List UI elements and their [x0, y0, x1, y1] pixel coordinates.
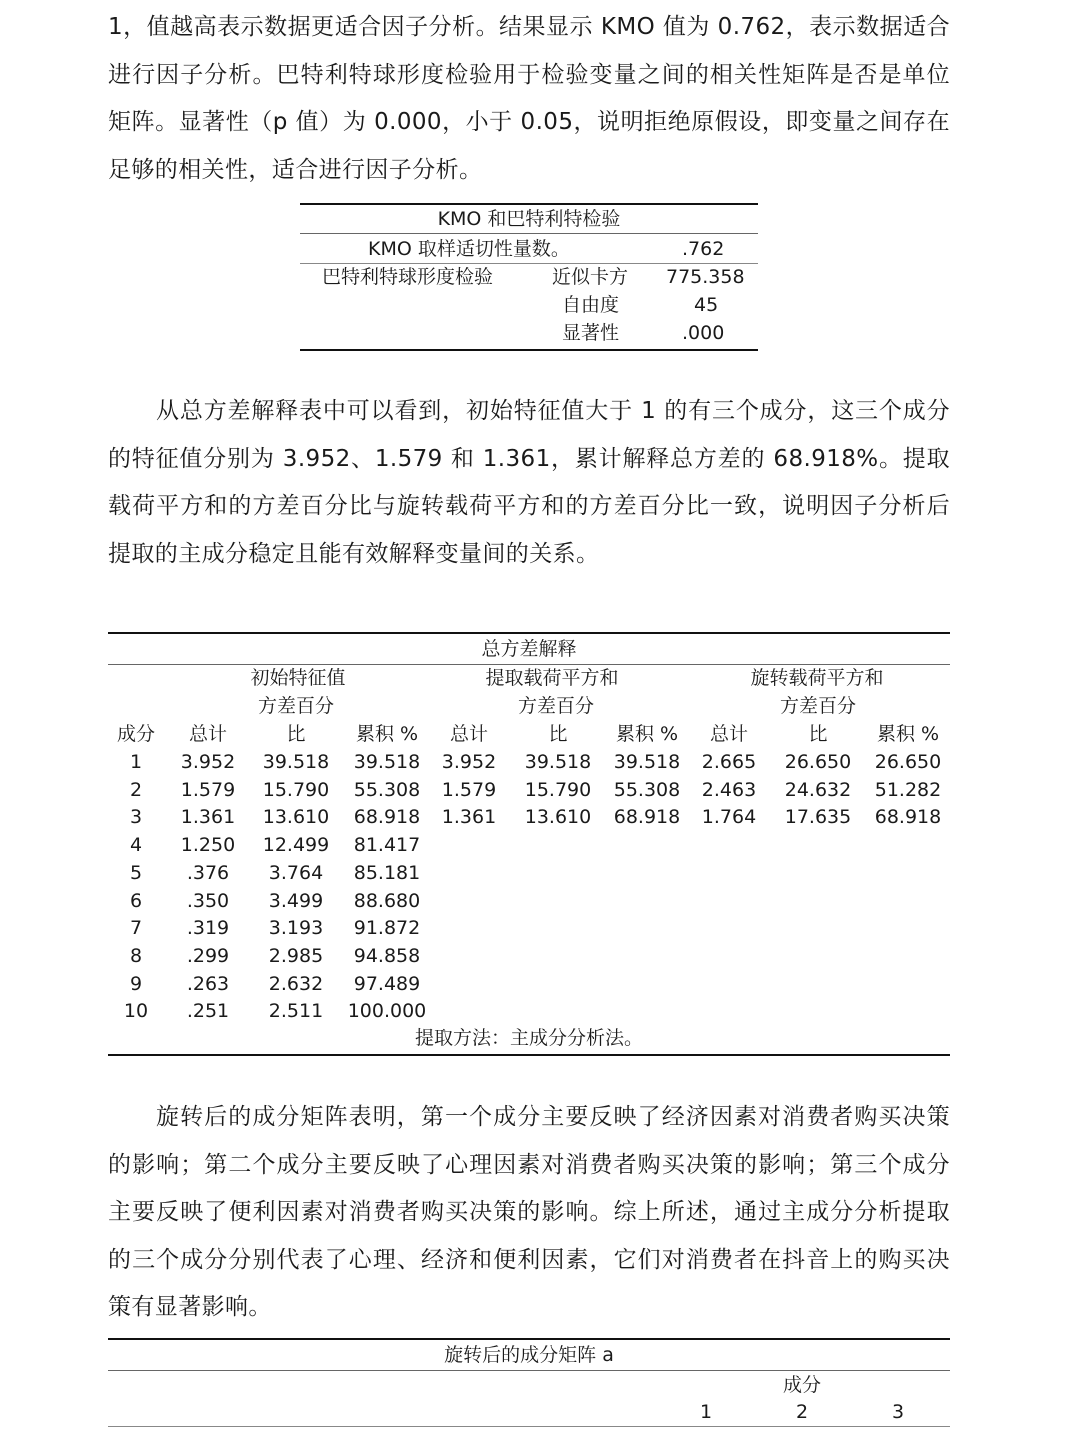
variance-table-cell: 13.610: [262, 806, 330, 829]
variance-table-cell: [866, 914, 950, 942]
variance-table-cell: 81.417: [353, 834, 421, 857]
cum-header: 累积 %: [876, 723, 940, 745]
variance-table-cell: 85.181: [353, 861, 421, 884]
rotated-component-matrix-table: [108, 1338, 950, 1441]
variance-table-cell: 39.518: [262, 751, 330, 773]
variance-table-cell: [606, 970, 688, 998]
variance-table-cell: 26.650: [874, 751, 942, 773]
variance-table-cell: [778, 887, 858, 915]
variance-table-cell: 2.511: [268, 1000, 324, 1023]
variance-table-cell: 2.985: [268, 944, 324, 967]
variance-table-cell: 39.518: [613, 751, 681, 773]
variance-table-cell: [518, 942, 598, 970]
pct-header: 方差百分: [517, 695, 594, 717]
variance-table-cell: [606, 942, 688, 970]
variance-table-cell: [866, 970, 950, 998]
variance-table-cell: 2.463: [701, 778, 757, 801]
component-label: 成分: [782, 1374, 821, 1396]
kmo-row-label: 近似卡方: [552, 266, 629, 288]
variance-table-cell: [694, 887, 764, 915]
variance-table-cell: [434, 942, 504, 970]
variance-table-cell: [434, 970, 504, 998]
variance-table-cell: [866, 942, 950, 970]
total-header: 总计: [449, 723, 488, 745]
group-header: 提取载荷平方和: [485, 667, 619, 689]
kmo-label: KMO 取样适切性量数。: [368, 238, 570, 260]
variance-table-cell: [606, 831, 688, 859]
variance-table-cell: 2.632: [268, 972, 324, 995]
variance-table-cell: [866, 859, 950, 887]
variance-table-cell: 3.193: [268, 917, 324, 940]
variance-table-cell: [434, 914, 504, 942]
variance-table-cell: 15.790: [524, 778, 592, 801]
variance-table-cell: [778, 942, 858, 970]
component-number-cell: 5: [129, 861, 143, 884]
variance-table-cell: [518, 859, 598, 887]
variance-table-cell: 39.518: [353, 751, 421, 773]
variance-table-cell: 68.918: [353, 806, 421, 829]
variance-table-cell: [866, 887, 950, 915]
variance-table-cell: 17.635: [784, 806, 852, 829]
component-number: 1: [699, 1401, 713, 1423]
variance-table-cell: [778, 859, 858, 887]
variance-table-cell: 12.499: [262, 834, 330, 857]
variance-table-cell: 51.282: [874, 778, 942, 801]
kmo-row-label: 显著性: [562, 322, 620, 344]
component-number-cell: 10: [123, 1000, 149, 1023]
bartlett-label: 巴特利特球形度检验: [322, 266, 494, 288]
paragraph-kmo-explanation: 1，值越高表示数据更适合因子分析。结果显示 KMO 值为 0.762，表示数据适合进行因子分析。巴特利特球形度检验用于检验变量之间的相关性矩阵是否是单位矩阵。显著性（p 值）为 0.000，小于 0.05，说明拒绝原假设，即变量之间存在足够的相关性，适合进行因子分析。: [108, 14, 950, 183]
variance-table-cell: .376: [186, 861, 230, 884]
pct-header: 比: [286, 723, 306, 745]
variance-table-cell: [694, 942, 764, 970]
pct-header: 方差百分: [779, 695, 856, 717]
variance-table-cell: 2.665: [701, 751, 757, 773]
variance-table-cell: 3.952: [441, 751, 497, 773]
variance-table-cell: 13.610: [524, 806, 592, 829]
component-number-cell: 1: [129, 751, 143, 773]
pct-header: 比: [548, 723, 568, 745]
variance-table-cell: .319: [186, 917, 230, 940]
variance-table-cell: [778, 831, 858, 859]
variance-table-cell: 26.650: [784, 751, 852, 773]
variance-table-cell: 3.952: [180, 751, 236, 773]
kmo-row-value: 775.358: [666, 266, 745, 288]
kmo-table-title: KMO 和巴特利特检验: [300, 205, 758, 234]
pct-header: 方差百分: [257, 695, 334, 717]
variance-table-cell: [694, 970, 764, 998]
variance-table-cell: 1.361: [441, 806, 497, 829]
variance-table-cell: 100.000: [347, 1000, 427, 1023]
cum-header: 累积 %: [615, 723, 679, 745]
variance-table-cell: 39.518: [524, 751, 592, 773]
kmo-bartlett-table: [300, 203, 758, 351]
component-number-cell: 7: [129, 917, 143, 940]
component-number-cell: 2: [129, 778, 143, 801]
variance-table-cell: 97.489: [353, 972, 421, 995]
variance-table-cell: [518, 997, 598, 1025]
variance-table-cell: .350: [186, 889, 230, 912]
variance-table-cell: [434, 887, 504, 915]
paragraph-variance-explanation: 从总方差解释表中可以看到，初始特征值大于 1 的有三个成分，这三个成分的特征值分别为 3.952、1.579 和 1.361，累计解释总方差的 68.918%。提取载荷平方和的方差百分比与旋转载荷平方和的方差百分比一致，说明因子分析后提取的主成分稳定且能有效解释变量间的关系。: [108, 398, 950, 567]
variance-table-cell: [694, 859, 764, 887]
variance-table-cell: [518, 914, 598, 942]
variance-table-cell: 68.918: [874, 806, 942, 829]
component-number-cell: 4: [129, 834, 143, 857]
variance-table-cell: [866, 997, 950, 1025]
variance-table-cell: [518, 831, 598, 859]
variance-table-cell: 68.918: [613, 806, 681, 829]
kmo-value: .762: [682, 238, 725, 260]
rotated-table-bottom-rule: [108, 1426, 950, 1427]
variance-table-cell: [866, 831, 950, 859]
variance-table-cell: [518, 887, 598, 915]
variance-table-cell: [434, 831, 504, 859]
variance-table-cell: 15.790: [262, 778, 330, 801]
component-number-cell: 6: [129, 889, 143, 912]
variance-table-cell: 55.308: [613, 778, 681, 801]
total-header: 总计: [188, 723, 227, 745]
variance-table-cell: [606, 997, 688, 1025]
variance-table-cell: .299: [186, 944, 230, 967]
component-number-cell: 8: [129, 944, 143, 967]
variance-table-cell: [606, 887, 688, 915]
variance-table-cell: 3.499: [268, 889, 324, 912]
variance-table-cell: 55.308: [353, 778, 421, 801]
kmo-row-value: .000: [682, 322, 725, 344]
variance-table-cell: 1.579: [180, 778, 236, 801]
component-number-cell: 9: [129, 972, 143, 995]
variance-table-cell: 3.764: [268, 861, 324, 884]
variance-table-cell: [606, 859, 688, 887]
variance-table-cell: .251: [186, 1000, 230, 1023]
pct-header: 比: [808, 723, 828, 745]
group-header: 旋转载荷平方和: [750, 667, 884, 689]
total-variance-table: [108, 632, 950, 1056]
variance-table-cell: [694, 997, 764, 1025]
extraction-method-note: 提取方法：主成分分析法。: [414, 1027, 643, 1049]
variance-table-cell: 1.764: [701, 806, 757, 829]
variance-table-cell: 1.250: [180, 834, 236, 857]
variance-table-cell: [434, 859, 504, 887]
kmo-row-value: 45: [694, 294, 719, 316]
variance-table-cell: [778, 970, 858, 998]
kmo-row-label: 自由度: [562, 294, 620, 316]
variance-table-cell: [606, 914, 688, 942]
cum-header: 累积 %: [355, 723, 419, 745]
group-header: 初始特征值: [250, 667, 346, 689]
component-number-cell: 3: [129, 806, 143, 829]
variance-table-cell: 24.632: [784, 778, 852, 801]
variance-table-cell: [434, 997, 504, 1025]
variance-table-cell: [518, 970, 598, 998]
component-number: 2: [795, 1401, 809, 1423]
total-header: 总计: [709, 723, 748, 745]
variance-table-title: 总方差解释: [481, 638, 577, 660]
variance-table-cell: [778, 914, 858, 942]
variance-table-cell: 1.579: [441, 778, 497, 801]
paragraph-rotated-matrix-explanation: 旋转后的成分矩阵表明，第一个成分主要反映了经济因素对消费者购买决策的影响；第二个成分主要反映了心理因素对消费者购买决策的影响；第三个成分主要反映了便利因素对消费者购买决策的影响。综上所述，通过主成分分析提取的三个成分分别代表了心理、经济和便利因素，它们对消费者在抖音上的购买决策有显著影响。: [108, 1104, 950, 1320]
variance-table-cell: 91.872: [353, 917, 421, 940]
component-number: 3: [891, 1401, 905, 1423]
variance-table-cell: .263: [186, 972, 230, 995]
variance-table-cell: 88.680: [353, 889, 421, 912]
rotated-table-title: 旋转后的成分矩阵 a: [444, 1344, 614, 1366]
variance-table-cell: [694, 831, 764, 859]
variance-table-cell: 1.361: [180, 806, 236, 829]
variance-table-cell: [778, 997, 858, 1025]
component-header: 成分: [116, 723, 155, 745]
variance-table-cell: 94.858: [353, 944, 421, 967]
variance-table-cell: [694, 914, 764, 942]
